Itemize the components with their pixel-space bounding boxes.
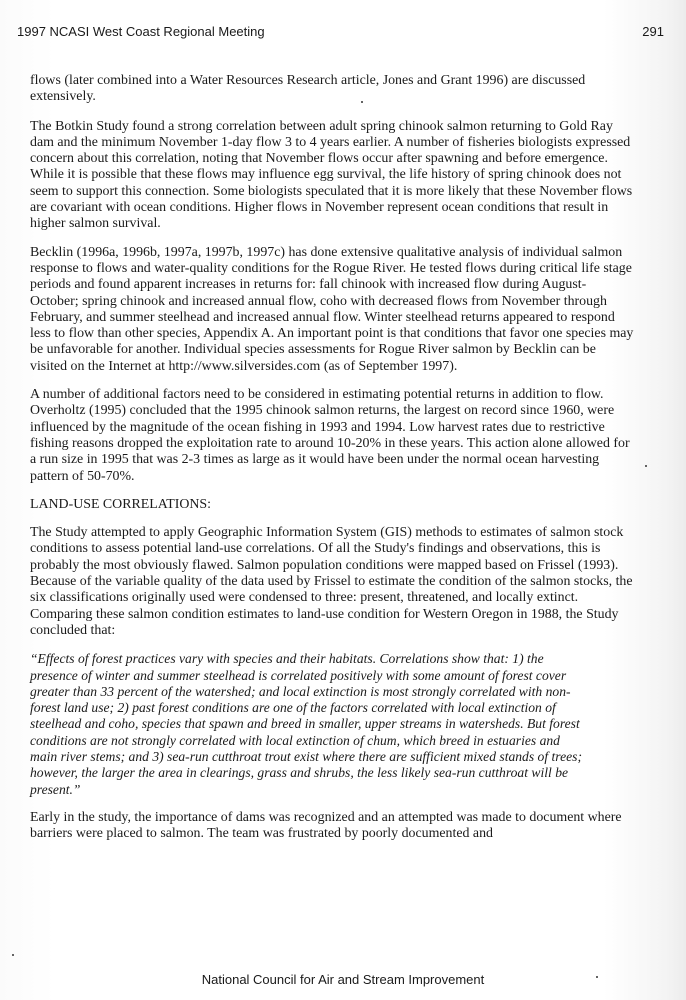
body-text xyxy=(30,73,634,854)
scan-speck xyxy=(596,976,598,978)
paragraph-dams: Early in the study, the importance of dams was recognized and an attempted was made to document where barriers were placed to salmon. The team was frustrated by poorly documented and xyxy=(30,809,622,842)
page-number: 291 xyxy=(642,24,664,39)
paragraph-gis-study: The Study attempted to apply Geographic Information System (GIS) methods to estimates of salmon stock conditions to assess potential land-use correlations. Of all the Study's findings and observations, this is probably the most obviously flawed. Salmon population conditions were mapped based on Frissel (1993). Because of the variable quality of the data used by Frissel to estimate the condition of the salmon stocks, the six classifications originally used were condensed to three: present, threatened, and locally extinct. Comparing these salmon condition estimates to land-use condition for Western Oregon in 1988, the Study concluded that: xyxy=(30,525,633,638)
section-heading: LAND-USE CORRELATIONS: xyxy=(30,496,211,512)
scan-speck xyxy=(361,101,363,103)
page-footer: National Council for Air and Stream Improvement xyxy=(201,972,485,987)
scan-speck xyxy=(645,465,647,467)
paragraph-continued: flows (later combined into a Water Resources Research article, Jones and Grant 1996) are discussed extensively. xyxy=(30,73,586,105)
page-header xyxy=(17,24,664,39)
scan-speck xyxy=(12,954,14,956)
paragraph-becklin: Becklin (1996a, 1996b, 1997a, 1997b, 1997c) has done extensive qualitative analysis of individual salmon response to flows and water-quality conditions for the Rogue River. He tested flows during critical life stage periods and found apparent increases in returns for: fall chinook with increased flow during August-October; spring chinook and increased annual flow, coho with decreased flows from November through February, and summer steelhead and increased annual flow. Winter steelhead returns appeared to respond less to flow than other species, Appendix A. An important point is that conditions that favor one species may be unfavorable for another. Individual species assessments for Rogue River salmon by Becklin can be visited on the Internet at http://www.silversides.com (as of September 1997). xyxy=(30,244,634,374)
running-header: 1997 NCASI West Coast Regional Meeting xyxy=(17,24,265,39)
block-quote: “Effects of forest practices vary with species and their habitats. Correlations show that: 1) the presence of winter and summer steelhead is correlated positively with some amount of forest cover greater than 33 percent of the watershed; and local extinction is most strongly correlated with non-forest land use; 2) past forest conditions are one of the factors correlated with local extinction of steelhead and coho, species that spawn and breed in smaller, upper streams in watersheds. But forest conditions are not strongly correlated with local extinction of chum, which breed in estuaries and main river stems; and 3) sea-run cutthroat trout exist where there are sufficient mixed stands of trees; however, the larger the area in clearings, grass and shrubs, the less likely sea-run cutthroat will be present.” xyxy=(30,651,582,797)
paragraph-botkin-study: The Botkin Study found a strong correlation between adult spring chinook salmon returning to Gold Ray dam and the minimum November 1-day flow 3 to 4 years earlier. A number of fisheries biologists expressed concern about this correlation, noting that November flows occur after spawning and before emergence. While it is possible that these flows may influence egg survival, the life history of spring chinook does not seem to support this connection. Some biologists speculated that it is more likely that these November flows are covariant with ocean conditions. Higher flows in November represent ocean conditions that result in higher salmon survival. xyxy=(30,118,633,232)
paragraph-additional-factors: A number of additional factors need to be considered in estimating potential returns in addition to flow. Overholtz (1995) concluded that the 1995 chinook salmon returns, the largest on record since 1960, were influenced by the magnitude of the ocean fishing in 1993 and 1994. Low harvest rates due to restrictive fishing reasons dropped the exploitation rate to around 10-20% in these years. This action alone allowed for a run size in 1995 that was 2-3 times as large as it would have been under the normal ocean harvesting pattern of 50-70%. xyxy=(30,387,630,484)
